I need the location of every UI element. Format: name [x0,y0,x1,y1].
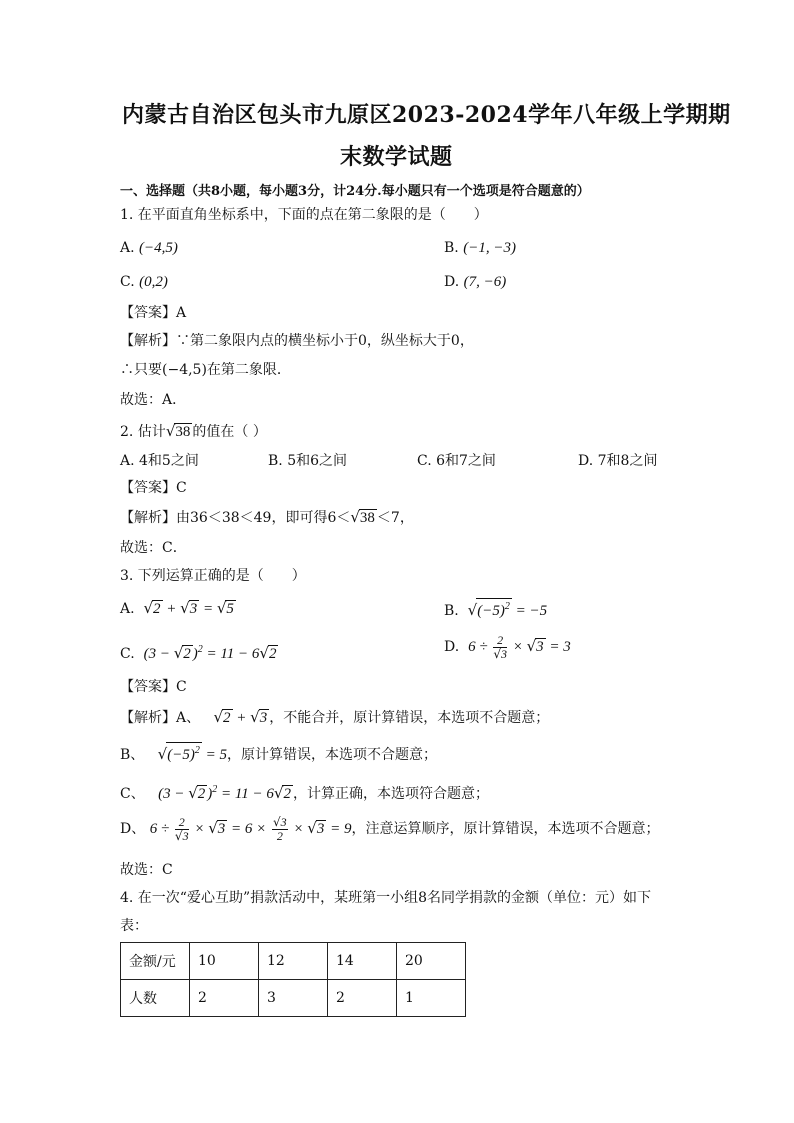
q3-option-d: D. 6 ÷ $\frac{2}{√3}$ × √3 = 3 [444,633,571,661]
q3-choose: 故选：C [120,862,173,878]
q2-option-b: B. 5和6之间 [268,453,348,469]
table-cell: 20 [397,943,466,980]
q1-stem: 1. 在平面直角坐标系中，下面的点在第二象限的是（ ） [120,207,488,223]
q3-analysis-c: C、 (3 − √2 )$^2$ = 11 − 6√2 ，计算正确，本选项符合题意； [120,784,489,802]
table-cell: 2 [328,980,397,1017]
page-title-line2: 末数学试题 [340,144,453,170]
q3-stem: 3. 下列运算正确的是（ ） [120,568,306,584]
table-cell: 12 [259,943,328,980]
q4-stem-line1: 4. 在一次“爱心互助”捐款活动中，某班第一小组8名同学捐款的金额（单位：元）如下 [120,890,652,906]
table-row [121,980,466,1017]
table-cell: 10 [190,943,259,980]
q1-option-c: C. (0,2) [120,274,168,290]
q3-analysis-d: D、 6 ÷ $\frac{2}{√3}$ × √3 = 6 × $\frac{√3}{2}$ × √3 = 9，注意运算顺序，原计算错误，本选项不合题意； [120,815,660,843]
table-cell: 2 [190,980,259,1017]
q3-option-a: A. √2 + √3 = √5 [120,599,234,617]
page-title-line1: 内蒙古自治区包头市九原区2023-2024学年八年级上学期期 [122,102,731,128]
q1-option-a: A. (−4,5) [120,240,178,256]
q1-answer: 【答案】A [120,305,187,321]
section-heading: 一、选择题（共8小题，每小题3分，计24分.每小题只有一个选项是符合题意的） [120,184,590,199]
table-cell: 14 [328,943,397,980]
q3-analysis-a: 【解析】A、 √2 + √3 ，不能合并，原计算错误，本选项不合题意； [120,708,550,726]
table-row [121,943,466,980]
q1-option-d: D. (7, −6) [444,274,507,290]
q3-analysis-b: B、 $√(-5)^2 = 5$，原计算错误，本选项不合题意； [120,742,437,765]
q2-stem: 2. 估计√38 的值在（ ） [120,422,267,440]
table-cell: 人数 [121,980,190,1017]
table-cell: 1 [397,980,466,1017]
q2-option-a: A. 4和5之间 [120,453,199,469]
q2-option-c: C. 6和7之间 [417,453,496,469]
donation-table [120,942,466,1017]
q1-analysis-line1: 【解析】∵第二象限内点的横坐标小于0，纵坐标大于0， [120,333,474,349]
q4-stem-line2: 表： [120,918,148,934]
q2-choose: 故选：C． [120,540,187,556]
q2-analysis: 【解析】由36＜38＜49，即可得6＜√38 ＜7， [120,508,414,526]
table-cell: 3 [259,980,328,1017]
table-cell: 金额/元 [121,943,190,980]
q3-option-c: C. (3 − √2 )$^2$ = 11 − 6√2 [120,644,277,662]
q1-choose: 故选：A． [120,392,187,408]
q2-answer: 【答案】C [120,480,187,496]
q3-answer: 【答案】C [120,679,187,695]
q1-option-b: B. (−1, −3) [444,240,516,256]
q3-option-b: B. $√(-5)^2 = -5$ [444,598,547,621]
q1-analysis-line2: ∴只要(−4,5)在第二象限． [120,362,291,378]
q2-option-d: D. 7和8之间 [578,453,658,469]
